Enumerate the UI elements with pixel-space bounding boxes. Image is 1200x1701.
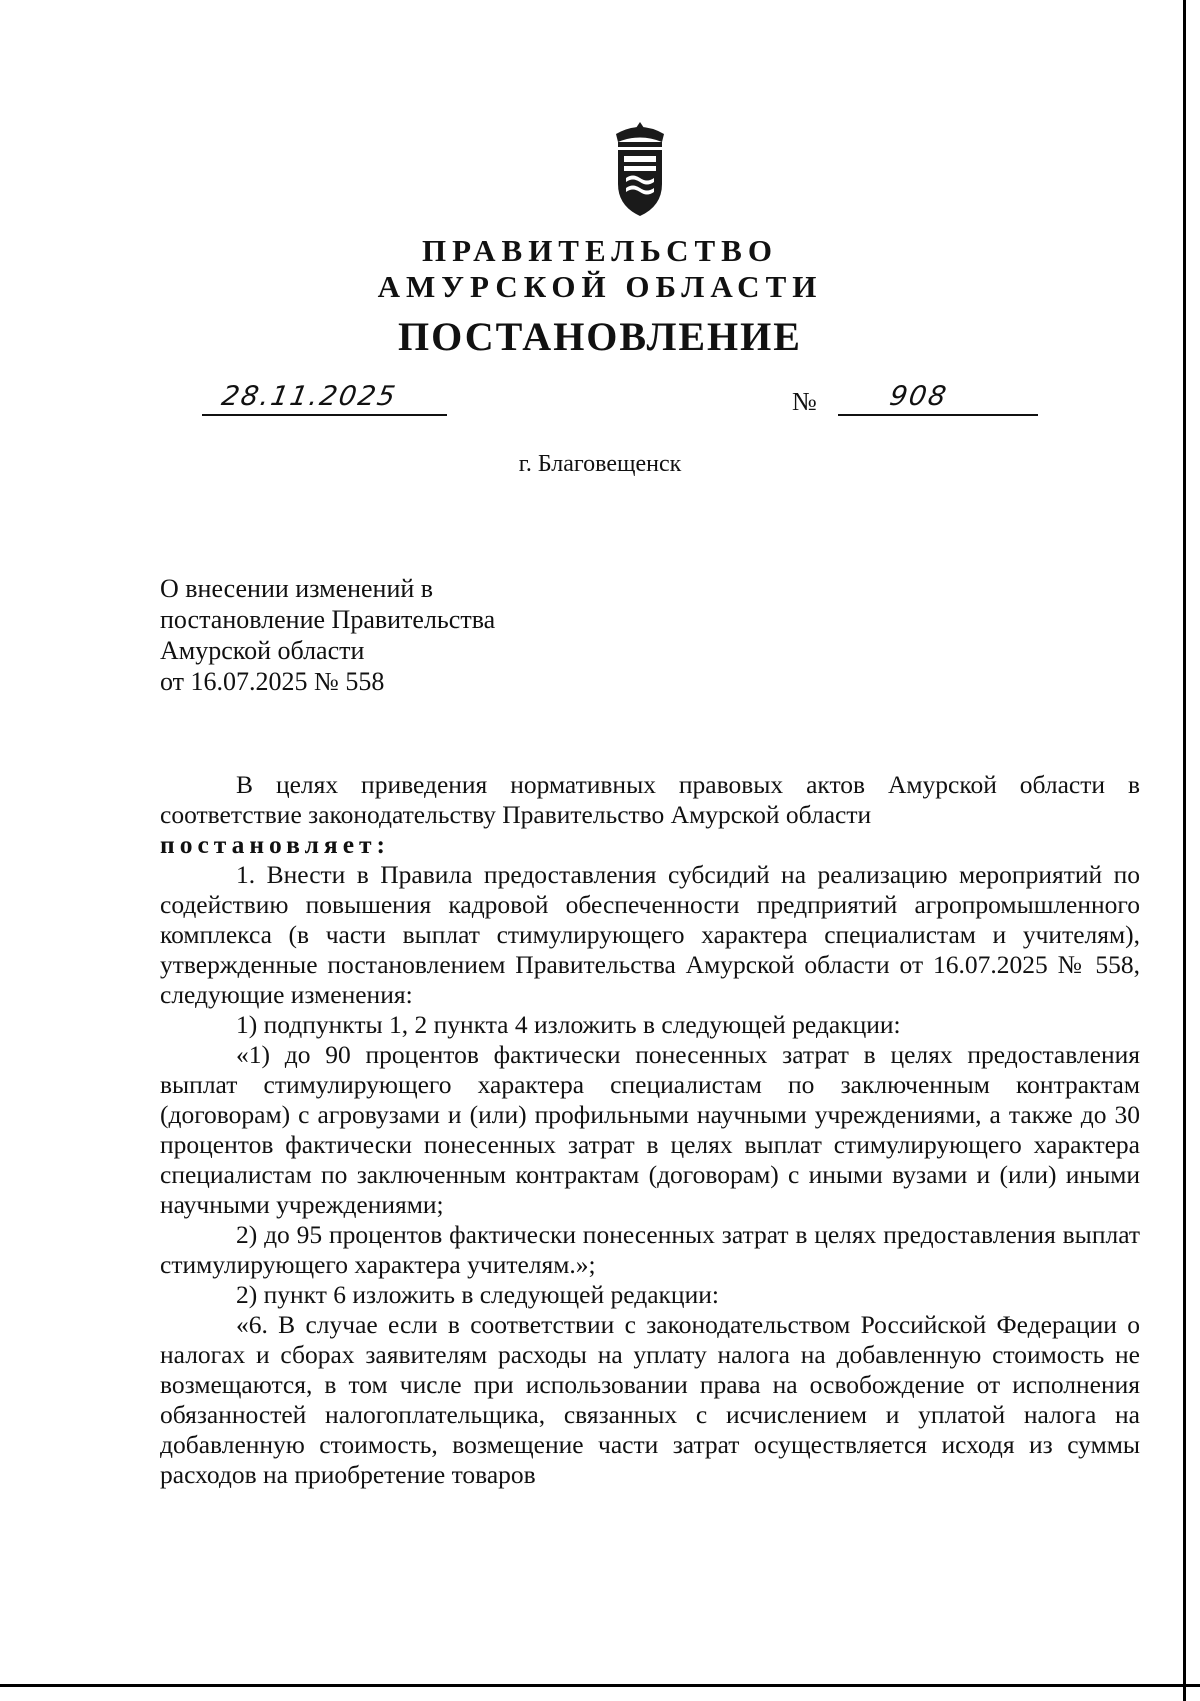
resolves-word: постановляет:: [160, 830, 391, 859]
body-paragraph: 1. Внести в Правила предоставления субсидий на реализацию мероприятий по содействию повышения кадровой обеспеченности предприятий агропромышленного комплекса (в части выплат стимулирующего характера специалистам и учителям), утвержденные постановлением Правительства Амурской области от 16.07.2025 № 558, следующие изменения:: [160, 860, 1140, 1009]
body-paragraph: 2) пункт 6 изложить в следующей редакции:: [236, 1280, 719, 1309]
subject-line: постановление Правительства: [160, 605, 496, 634]
city-name: г. Благовещенск: [518, 451, 682, 477]
subject-block: [160, 573, 495, 697]
document-type-title: ПОСТАНОВЛЕНИЕ: [398, 314, 802, 359]
subject-line: О внесении изменений в: [160, 574, 434, 603]
preamble-paragraph: В целях приведения нормативных правовых актов Амурской области в соответствие законодательству Правительство Амурской области: [160, 770, 1140, 829]
scan-edge-bottom: [0, 1684, 1200, 1687]
resolution-body: [160, 770, 1140, 1490]
subject-line: Амурской области: [160, 636, 365, 665]
subject-line: от 16.07.2025 № 558: [160, 667, 385, 696]
date-field: [202, 380, 447, 416]
government-title-line2: АМУРСКОЙ ОБЛАСТИ: [377, 269, 823, 304]
body-paragraph: 1) подпункты 1, 2 пункта 4 изложить в следующей редакции:: [236, 1010, 901, 1039]
government-title-line1: ПРАВИТЕЛЬСТВО: [422, 233, 778, 268]
handwritten-date: 28.11.2025: [219, 381, 400, 412]
number-label: №: [792, 387, 817, 416]
body-paragraph: «1) до 90 процентов фактически понесенных затрат в целях предоставления выплат стимулирующего характера специалистам по заключенным контрактам (договорам) с агровузами и (или) профильными научными учреждениями, а также до 30 процентов фактически понесенных затрат в целях выплат стимулирующего характера специалистам по заключенным контрактам (договорам) с иными вузами и (или) иными научными учреждениями;: [160, 1040, 1140, 1219]
resolves-line: [160, 830, 1140, 860]
handwritten-number: 908: [887, 381, 951, 412]
coat-of-arms-emblem: [598, 120, 682, 220]
body-paragraph: 2) до 95 процентов фактически понесенных затрат в целях предоставления выплат стимулирующего характера учителям.»;: [160, 1220, 1140, 1279]
body-paragraph: «6. В случае если в соответствии с законодательством Российской Федерации о налогах и сборах заявителям расходы на уплату налога на добавленную стоимость не возмещаются, в том числе при использовании права на освобождение от исполнения обязанностей налогоплательщика, связанных с исчислением и уплатой налога на добавленную стоимость, возмещение части затрат осуществляется исходя из суммы расходов на приобретение товаров: [160, 1310, 1140, 1489]
number-field: [838, 380, 1038, 416]
